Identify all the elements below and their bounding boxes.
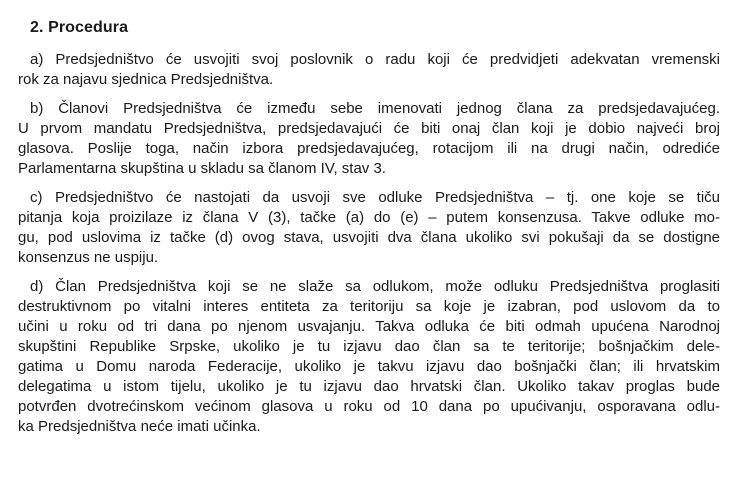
paragraph-line: pitanja koja proizilaze iz člana V (3), tačke (a) do (e) – putem konsenzusa. Takve odluke mo- [18, 209, 720, 226]
paragraph-line: delegatima u istom tijelu, ukoliko je tu izjavu dao hrvatski član. Ukoliko takav proglas bude [18, 378, 720, 395]
paragraph-line: d) Član Predsjedništva koji se ne slaže sa odlukom, može odluku Predsjedništva proglasiti [30, 278, 720, 295]
paragraph-line: konsenzus ne uspiju. [18, 249, 159, 266]
paragraph-c [18, 188, 720, 268]
paragraph-line: a) Predsjedništvo će usvojiti svoj poslovnik o radu koji će predvidjeti adekvatan vremenski [30, 51, 720, 68]
paragraph-line: gu, pod uslovima iz tačke (d) ovog stava, usvojiti dva člana ukoliko svi pokušaji da se dostigne [18, 229, 720, 246]
paragraph-b [18, 99, 720, 179]
paragraph-line: destruktivnom po vitalni interes entiteta za teritoriju sa koje je izabran, pod uslovom da to [18, 298, 720, 315]
paragraph-line: Parlamentarna skupština u skladu sa članom IV, stav 3. [18, 160, 386, 177]
paragraph-d [18, 277, 720, 437]
paragraph-line: gatima u Domu naroda Federacije, ukoliko je takvu izjavu dao bošnjački član; ili hrvatskim [18, 358, 720, 375]
paragraph-line: b) Članovi Predsjedništva će između sebe imenovati jednog člana za predsjedavajućeg. [30, 100, 720, 117]
paragraph-line: c) Predsjedništvo će nastojati da usvoji sve odluke Predsjedništva – tj. one koje se tiču [30, 189, 720, 206]
paragraph-line: skupštini Republike Srpske, ukoliko je tu izjavu dao član sa te teritorije; bošnjačkim dele- [18, 338, 720, 355]
paragraph-line: glasova. Poslije toga, način izbora predsjedavajućeg, rotacijom ili na drugi način, odrediće [18, 140, 720, 157]
paragraph-line: U prvom mandatu Predsjedništva, predsjedavajući će biti onaj član koji je dobio najveći broj [18, 120, 720, 137]
paragraph-line: ka Predsjedništva neće imati učinka. [18, 418, 261, 435]
paragraph-line: rok za najavu sjednica Predsjedništva. [18, 71, 274, 88]
paragraph-line: učini u roku od tri dana po njenom usvajanju. Takva odluka će biti odmah upućena Narodnoj [18, 318, 720, 335]
section-heading: 2. Procedura [30, 19, 129, 36]
paragraph-line: potvrđen dvotrećinskom većinom glasova u roku od 10 dana po upućivanju, osporavana odlu- [18, 398, 720, 415]
paragraph-a [18, 50, 720, 90]
